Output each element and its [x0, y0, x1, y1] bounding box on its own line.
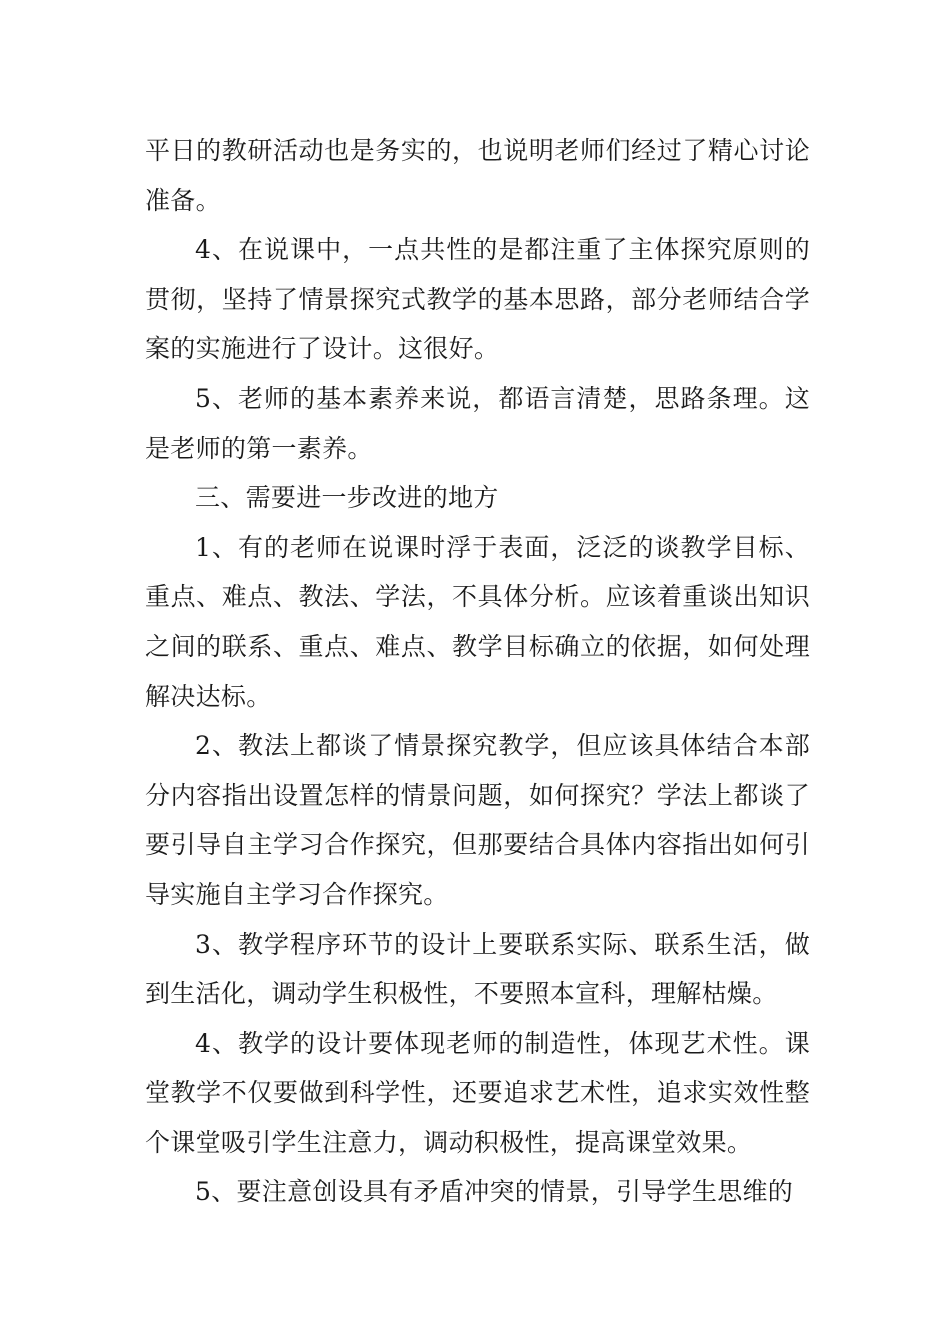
- section-heading-improvements: 三、需要进一步改进的地方: [195, 483, 499, 513]
- document-body: [145, 126, 810, 1217]
- paragraph-improvement-4: 4、教学的设计要体现老师的制造性，体现艺术性。课堂教学不仅要做到科学性，还要追求艺术性，追求实效性整个课堂吸引学生注意力，调动积极性，提高课堂效果。: [145, 1028, 810, 1157]
- paragraph-improvement-5: 5、要注意创设具有矛盾冲突的情景，引导学生思维的: [195, 1177, 794, 1207]
- paragraph-improvement-3: 3、教学程序环节的设计上要联系实际、联系生活，做到生活化，调动学生积极性，不要照本宣科，理解枯燥。: [145, 929, 810, 1009]
- paragraph-item-4-common-point: 4、在说课中，一点共性的是都注重了主体探究原则的贯彻，坚持了情景探究式教学的基本思路，部分老师结合学案的实施进行了设计。这很好。: [145, 235, 810, 364]
- paragraph-improvement-2: 2、教法上都谈了情景探究教学，但应该具体结合本部分内容指出设置怎样的情景问题，如何探究？学法上都谈了要引导自主学习合作探究，但那要结合具体内容指出如何引导实施自主学习合作探究。: [145, 731, 810, 909]
- paragraph-continuation: 平日的教研活动也是务实的，也说明老师们经过了精心讨论准备。: [145, 136, 810, 215]
- paragraph-item-5-teacher-quality: 5、老师的基本素养来说，都语言清楚，思路条理。这是老师的第一素养。: [145, 383, 810, 463]
- paragraph-improvement-1: 1、有的老师在说课时浮于表面，泛泛的谈教学目标、重点、难点、教法、学法，不具体分析。应该着重谈出知识之间的联系、重点、难点、教学目标确立的依据，如何处理解决达标。: [145, 532, 810, 711]
